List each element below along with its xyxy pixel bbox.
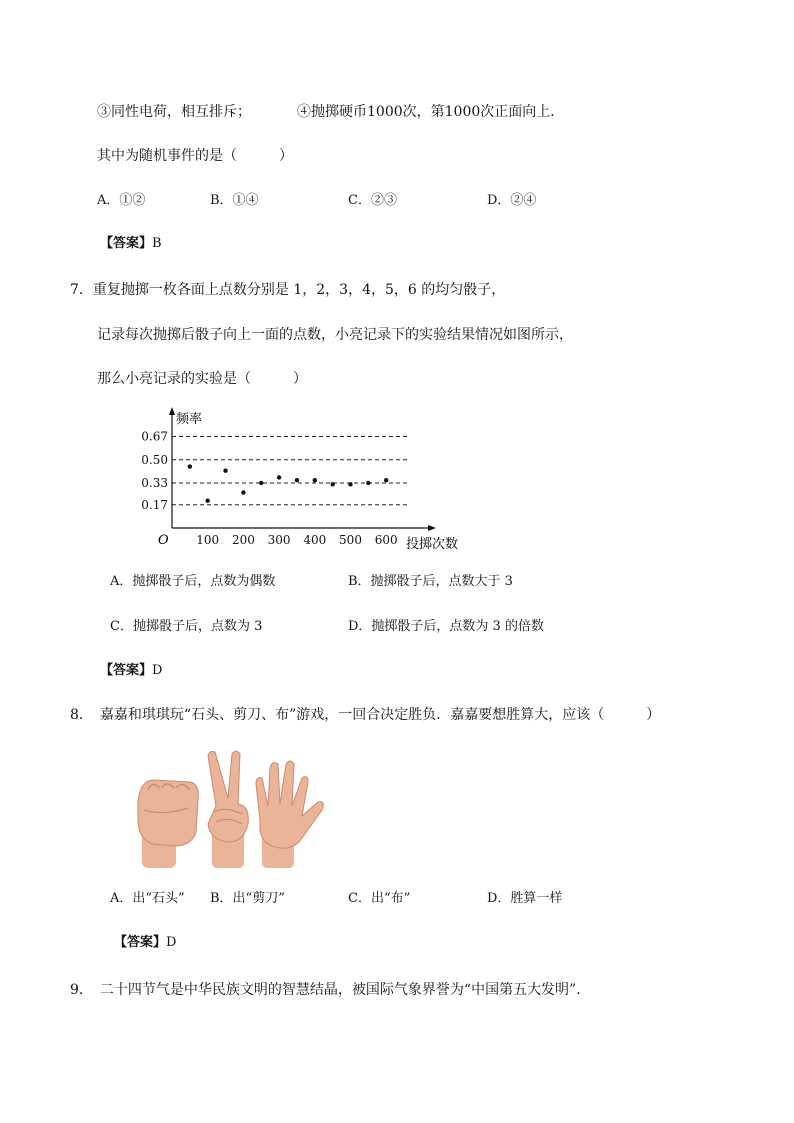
y-tick-label: 0.67 — [141, 429, 168, 444]
q6-answer — [100, 234, 162, 254]
chart-points — [188, 464, 389, 503]
x-axis-arrow — [428, 525, 436, 531]
y-axis-arrow — [169, 407, 175, 415]
chart-grid — [172, 437, 408, 505]
q7-answer — [100, 661, 162, 681]
y-tick-label: 0.33 — [141, 475, 168, 490]
answer-label: 【答案】 — [114, 935, 167, 950]
q7-stem-line3: 那么小亮记录的实验是（ ） — [97, 371, 307, 387]
chart-origin-label: O — [158, 533, 169, 548]
data-point-8 — [330, 482, 334, 486]
q8-option-b: B．出“剪刀” — [210, 891, 285, 906]
q6-stem: 其中为随机事件的是（ ） — [97, 148, 293, 164]
y-tick-label: 0.17 — [141, 497, 168, 512]
data-point-10 — [366, 481, 370, 485]
q6-option-b: B．①④ — [210, 193, 259, 208]
answer-value: B — [152, 236, 162, 251]
q7-option-b: B．抛掷骰子后，点数大于 3 — [348, 574, 513, 589]
data-point-2 — [223, 468, 227, 472]
chart-y-axis-label: 频率 — [176, 412, 203, 427]
q6-item3: ③同性电荷，相互排斥； — [97, 104, 251, 120]
y-tick-label: 0.50 — [141, 452, 168, 467]
answer-label: 【答案】 — [100, 236, 153, 251]
x-tick-label: 200 — [231, 533, 255, 547]
frequency-scatter-chart — [140, 405, 480, 553]
x-tick-label: 100 — [196, 533, 220, 547]
x-tick-label: 300 — [267, 533, 291, 547]
x-tick-label: 500 — [339, 533, 362, 547]
q8-stem: 8． 嘉嘉和琪琪玩“石头、剪刀、布”游戏，一回合决定胜负．嘉嘉要想胜算大，应该（ ） — [70, 707, 661, 723]
q6-option-a: A．①② — [97, 193, 146, 208]
q9-stem: 9． 二十四节气是中华民族文明的智慧结晶，被国际气象界誉为“中国第五大发明”． — [70, 982, 591, 998]
q7-option-a: A．抛掷骰子后，点数为偶数 — [110, 574, 276, 589]
answer-value: D — [166, 935, 177, 950]
data-point-3 — [241, 490, 245, 494]
answer-label: 【答案】 — [100, 663, 153, 678]
q7-option-d: D．抛掷骰子后，点数为 3 的倍数 — [348, 619, 544, 634]
chart-axes — [169, 407, 436, 531]
chart-x-axis-label: 投掷次数 — [406, 537, 459, 552]
data-point-7 — [313, 478, 317, 482]
data-point-1 — [206, 499, 210, 503]
fist-hand — [138, 780, 198, 868]
q7-stem-line2: 记录每次抛掷后骰子向上一面的点数，小亮记录下的实验结果情况如图所示， — [97, 327, 573, 343]
q8-option-a: A．出“石头” — [110, 891, 185, 906]
data-point-4 — [259, 481, 263, 485]
q8-option-d: D．胜算一样 — [487, 891, 563, 906]
data-point-0 — [188, 464, 192, 468]
chart-tick-labels — [141, 430, 397, 547]
q8-answer — [114, 933, 176, 953]
q8-option-c: C．出“布” — [348, 891, 411, 906]
answer-value: D — [152, 663, 163, 678]
x-tick-label: 600 — [374, 533, 398, 547]
data-point-9 — [348, 482, 352, 486]
q6-item4: ④抛掷硬币1000次，第1000次正面向上． — [297, 104, 565, 120]
q7-option-c: C．抛掷骰子后，点数为 3 — [110, 619, 263, 634]
palm-hand — [256, 761, 323, 868]
q6-option-d: D．②④ — [487, 193, 537, 208]
x-tick-label: 400 — [303, 533, 327, 547]
data-point-5 — [277, 475, 281, 479]
data-point-6 — [295, 478, 299, 482]
data-point-11 — [384, 478, 388, 482]
rock-paper-scissors-hands-image — [134, 750, 334, 868]
q6-option-c: C．②③ — [348, 193, 397, 208]
scissors-hand — [208, 751, 248, 868]
q7-stem-line1: 7．重复抛掷一枚各面上点数分别是 1，2，3，4，5，6 的均匀骰子， — [70, 282, 506, 298]
